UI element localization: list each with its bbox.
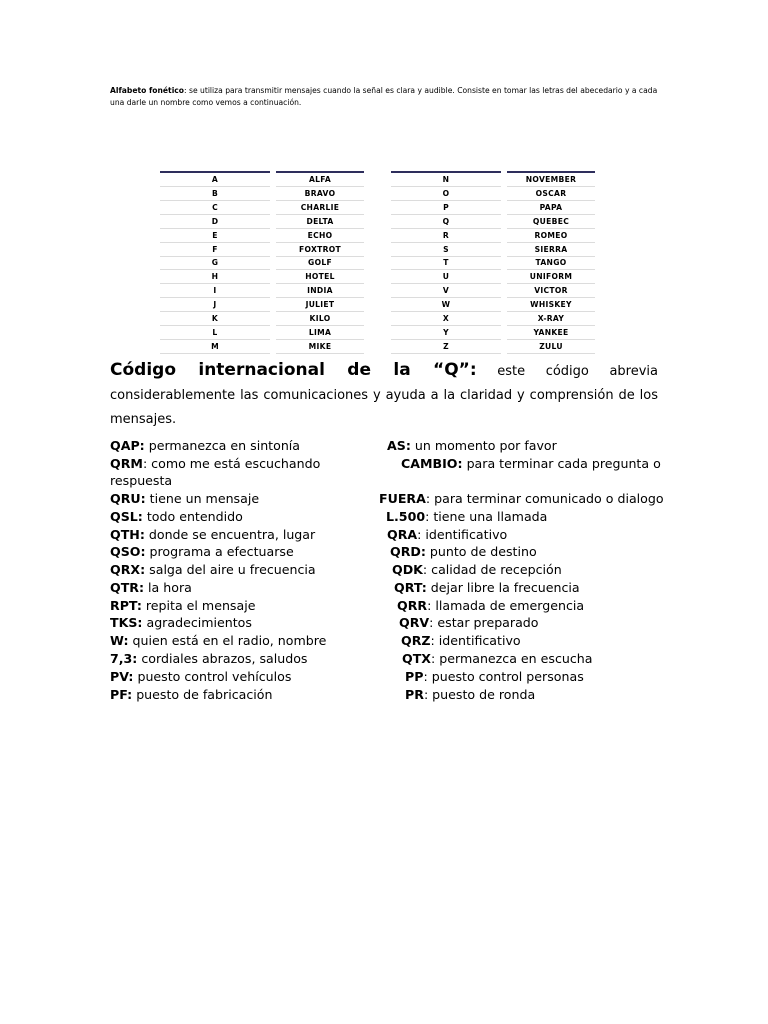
q-code-item	[110, 650, 307, 668]
phonetic-word: JULIET	[276, 298, 364, 312]
q-code-item	[399, 614, 539, 632]
q-code-meaning: : llamada de emergencia	[427, 598, 585, 613]
phonetic-word: BRAVO	[276, 187, 364, 201]
q-code-item	[110, 526, 315, 544]
q-code-meaning: programa a efectuarse	[145, 544, 294, 559]
phonetic-letter: Y	[391, 326, 501, 340]
q-code-description: este código abrevia considerablemente las comunicaciones y ayuda a la claridad y comprensión de los mensajes.	[110, 364, 659, 427]
q-code-item	[405, 686, 535, 704]
q-code-abbr: L.500	[386, 509, 426, 524]
phonetic-letter: D	[160, 215, 270, 229]
q-code-meaning: puesto control vehículos	[133, 669, 292, 684]
phonetic-word: ROMEO	[507, 229, 595, 243]
q-code-abbr: QRR	[397, 598, 428, 613]
q-code-item	[401, 455, 661, 473]
q-code-title: Código internacional de la “Q”:	[110, 360, 477, 380]
phonetic-letter: O	[391, 187, 501, 201]
phonetic-letter: Z	[391, 340, 501, 354]
q-code-meaning: : calidad de recepción	[422, 562, 562, 577]
phonetic-word: NOVEMBER	[507, 171, 595, 187]
q-code-item	[110, 472, 172, 490]
q-code-abbr: QTR:	[110, 580, 145, 595]
phonetic-word: ALFA	[276, 171, 364, 187]
phonetic-letter: V	[391, 284, 501, 298]
q-code-meaning: : identificativo	[430, 633, 521, 648]
q-code-abbr: QRA	[387, 527, 418, 542]
intro-term: Alfabeto fonético	[110, 86, 185, 95]
phonetic-word: OSCAR	[507, 187, 595, 201]
q-code-meaning: dejar libre la frecuencia	[426, 580, 580, 595]
q-code-meaning: un momento por favor	[410, 438, 557, 453]
q-code-item	[387, 526, 507, 544]
q-code-item	[110, 614, 252, 632]
phonetic-word: FOXTROT	[276, 243, 364, 257]
q-code-abbr: QSO:	[110, 544, 146, 559]
q-code-abbr: QRT:	[394, 580, 427, 595]
q-code-meaning: repita el mensaje	[141, 598, 256, 613]
phonetic-letter: B	[160, 187, 270, 201]
q-code-item	[110, 561, 316, 579]
q-code-item	[390, 543, 537, 561]
q-code-abbr: PV:	[110, 669, 134, 684]
phonetic-word: TANGO	[507, 257, 595, 271]
q-code-item	[110, 632, 326, 650]
q-code-abbr: TKS:	[110, 615, 143, 630]
q-code-abbr: CAMBIO:	[401, 456, 463, 471]
phonetic-letter: A	[160, 171, 270, 187]
q-code-item	[402, 650, 593, 668]
phonetic-letter: S	[391, 243, 501, 257]
phonetic-word: INDIA	[276, 284, 364, 298]
q-code-item	[387, 437, 557, 455]
phonetic-letter: F	[160, 243, 270, 257]
q-code-item	[110, 597, 255, 615]
phonetic-letter: M	[160, 340, 270, 354]
q-code-abbr: FUERA	[379, 491, 426, 506]
q-code-meaning: : puesto control personas	[423, 669, 584, 684]
q-code-abbr: QSL:	[110, 509, 143, 524]
q-code-item	[401, 632, 521, 650]
phonetic-letter: C	[160, 201, 270, 215]
phonetic-letter: H	[160, 270, 270, 284]
phonetic-letter: G	[160, 257, 270, 271]
phonetic-letter: K	[160, 312, 270, 326]
q-code-abbr: QRX:	[110, 562, 146, 577]
q-code-item	[110, 579, 192, 597]
phonetic-letter: N	[391, 171, 501, 187]
q-code-meaning: todo entendido	[142, 509, 243, 524]
q-code-meaning: para terminar cada pregunta o	[462, 456, 661, 471]
phonetic-word: YANKEE	[507, 326, 595, 340]
q-code-abbr: QDK	[392, 562, 423, 577]
q-code-item	[379, 490, 664, 508]
q-code-item	[110, 668, 291, 686]
phonetic-word: QUEBEC	[507, 215, 595, 229]
q-code-meaning: puesto de fabricación	[132, 687, 273, 702]
q-code-abbr: QAP:	[110, 438, 145, 453]
q-code-item	[110, 686, 272, 704]
phonetic-word: MIKE	[276, 340, 364, 354]
q-code-meaning: : estar preparado	[429, 615, 539, 630]
phonetic-letter: J	[160, 298, 270, 312]
q-code-item	[394, 579, 580, 597]
q-code-meaning: respuesta	[110, 473, 173, 488]
phonetic-letter: W	[391, 298, 501, 312]
q-code-meaning: punto de destino	[425, 544, 537, 559]
phonetic-letter: I	[160, 284, 270, 298]
phonetic-word: VICTOR	[507, 284, 595, 298]
phonetic-letter: T	[391, 257, 501, 271]
phonetic-letter: R	[391, 229, 501, 243]
q-code-meaning: quien está en el radio, nombre	[128, 633, 327, 648]
phonetic-word: SIERRA	[507, 243, 595, 257]
phonetic-word: UNIFORM	[507, 270, 595, 284]
q-code-abbr: RPT:	[110, 598, 142, 613]
q-code-abbr: QRZ	[401, 633, 431, 648]
q-code-item	[392, 561, 562, 579]
phonetic-letter: U	[391, 270, 501, 284]
q-code-item	[386, 508, 547, 526]
phonetic-letter: X	[391, 312, 501, 326]
q-code-meaning: : tiene una llamada	[425, 509, 548, 524]
phonetic-word: WHISKEY	[507, 298, 595, 312]
q-code-meaning: permanezca en sintonía	[144, 438, 301, 453]
phonetic-letter: L	[160, 326, 270, 340]
q-code-abbr: 7,3:	[110, 651, 138, 666]
q-code-item	[110, 543, 294, 561]
phonetic-letter: P	[391, 201, 501, 215]
q-code-meaning: : puesto de ronda	[423, 687, 536, 702]
q-code-meaning: : identificativo	[417, 527, 508, 542]
phonetic-word: HOTEL	[276, 270, 364, 284]
phonetic-word: X-RAY	[507, 312, 595, 326]
q-code-item	[397, 597, 584, 615]
q-code-meaning: tiene un mensaje	[145, 491, 260, 506]
phonetic-word: KILO	[276, 312, 364, 326]
phonetic-word: ECHO	[276, 229, 364, 243]
phonetic-word: CHARLIE	[276, 201, 364, 215]
q-code-abbr: QTH:	[110, 527, 145, 542]
q-code-abbr: PP	[405, 669, 424, 684]
phonetic-word: DELTA	[276, 215, 364, 229]
q-code-abbr: QRM	[110, 456, 143, 471]
q-code-meaning: : como me está escuchando	[142, 456, 321, 471]
phonetic-letter: Q	[391, 215, 501, 229]
q-code-item	[405, 668, 584, 686]
intro-text: : se utiliza para transmitir mensajes cuando la señal es clara y audible. Consiste en tomar las letras del abecedario y a cada una darle un nombre como vemos a continuación.	[110, 86, 658, 107]
q-code-abbr: W:	[110, 633, 129, 648]
phonetic-word: PAPA	[507, 201, 595, 215]
q-code-abbr: PR	[405, 687, 424, 702]
q-code-meaning: agradecimientos	[142, 615, 252, 630]
q-code-item	[110, 490, 259, 508]
q-code-abbr: AS:	[387, 438, 411, 453]
phonetic-letter: E	[160, 229, 270, 243]
q-code-abbr: QRD:	[390, 544, 426, 559]
q-code-abbr: PF:	[110, 687, 133, 702]
phonetic-word: LIMA	[276, 326, 364, 340]
phonetic-word: ZULU	[507, 340, 595, 354]
q-code-meaning: salga del aire u frecuencia	[145, 562, 316, 577]
q-code-abbr: QRV	[399, 615, 430, 630]
q-code-meaning: : para terminar comunicado o dialogo	[425, 491, 664, 506]
q-code-item	[110, 455, 320, 473]
q-code-meaning: donde se encuentra, lugar	[144, 527, 316, 542]
q-code-meaning: la hora	[144, 580, 192, 595]
q-code-abbr: QRU:	[110, 491, 146, 506]
q-code-abbr: QTX	[402, 651, 432, 666]
q-code-meaning: cordiales abrazos, saludos	[137, 651, 308, 666]
q-code-item	[110, 508, 243, 526]
phonetic-word: GOLF	[276, 257, 364, 271]
q-code-meaning: : permanezca en escucha	[431, 651, 593, 666]
q-code-item	[110, 437, 300, 455]
